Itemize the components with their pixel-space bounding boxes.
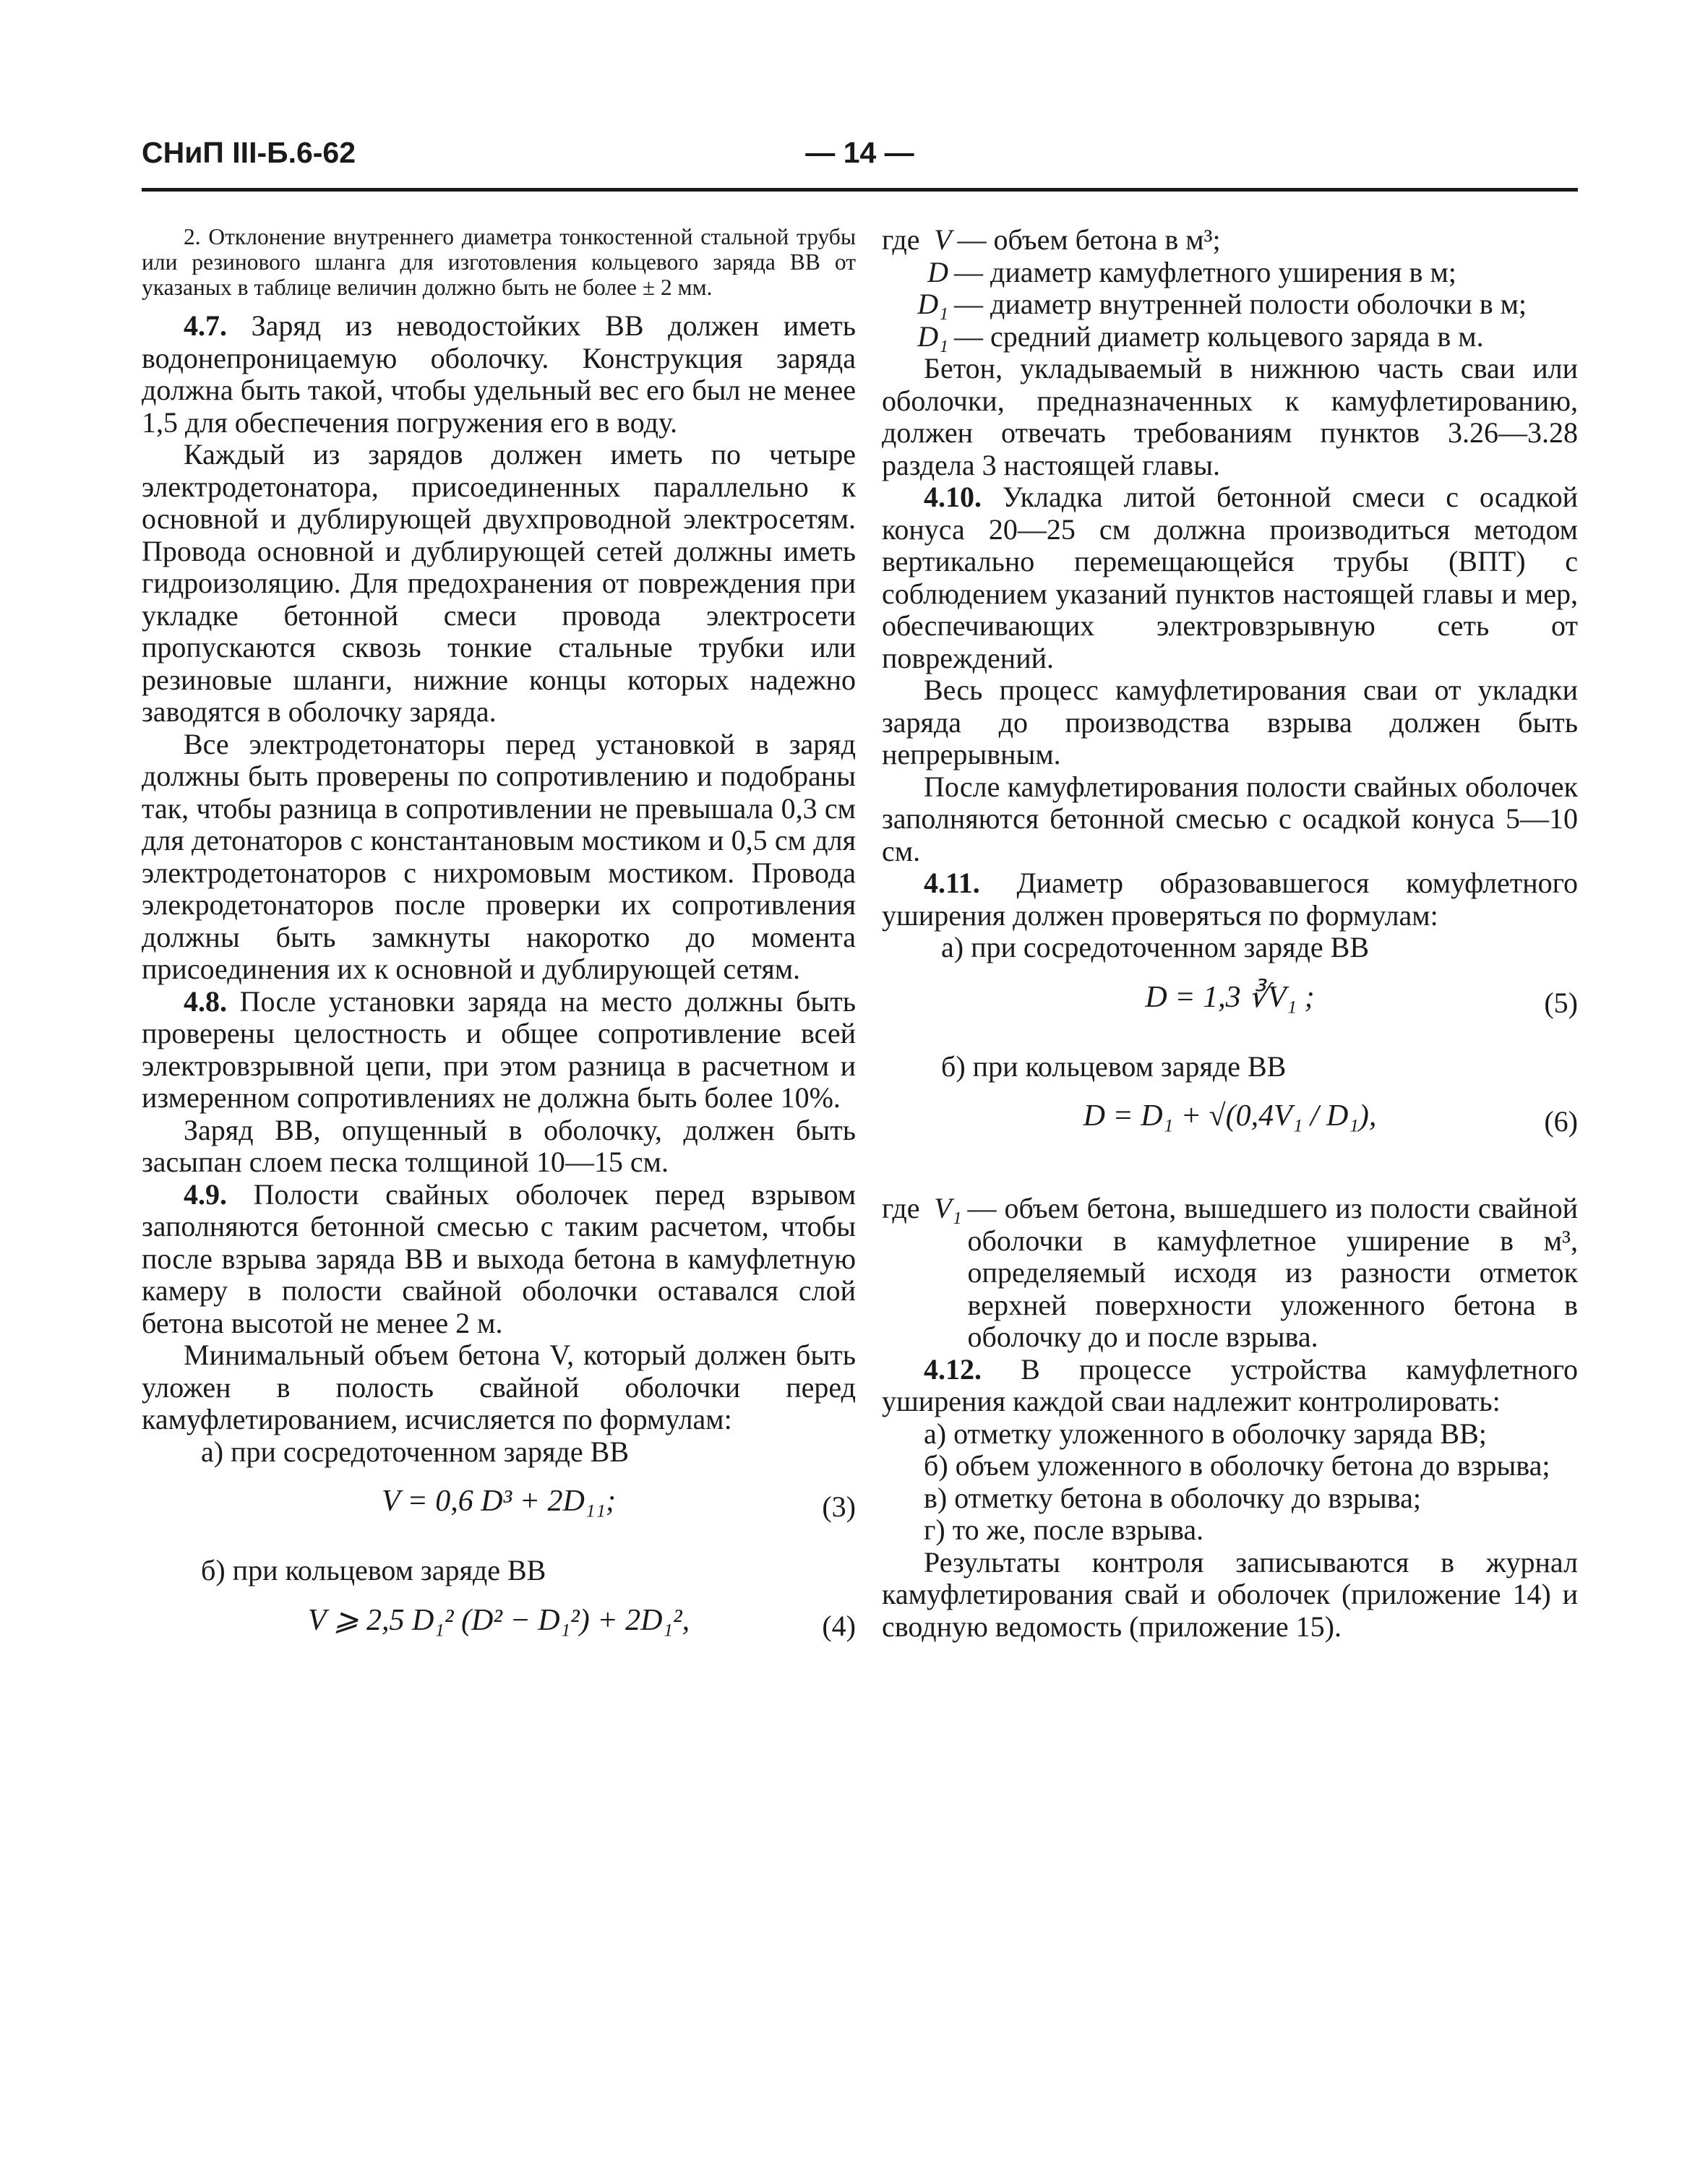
clause-4-8 [142,986,856,1115]
legend-row [882,224,1578,257]
page-header [142,136,1578,192]
paragraph: Бетон, укладываемый в нижнюю часть сваи или оболочки, предназначенных к камуфлетированию, должен отвечать требованиям пунктов 3.26—3.28 раздела 3 настоящей главы. [882,352,1578,481]
paragraph: Весь процесс камуфлетирования сваи от укладки заряда до производства взрыва должен быть непрерывным. [882,674,1578,770]
formula-expression: D = D₁ + √(0,4V₁ / D₁), [1083,1099,1377,1133]
legend-definition: — объем бетона в м³; [957,223,1221,256]
clause-number: 4.11. [924,867,980,899]
document-code: СНиП III-Б.6-62 [142,136,356,169]
formula-expression: V = 0,6 D³ + 2D₁₁; [381,1485,617,1518]
clause-number: 4.12. [924,1352,982,1386]
legend-symbol: D [927,255,948,288]
list-item: б) при кольцевом заряде ВВ [941,1049,1287,1083]
clause-4-10 [882,481,1578,674]
formula-expression: V ⩾ 2,5 D₁² (D² − D₁²) + 2D₁², [307,1603,690,1637]
equation-number: (3) [822,1490,856,1523]
legend-label: где [882,1192,927,1224]
legend-row [882,321,1578,353]
clause-number: 4.8. [184,984,227,1018]
clause-4-12 [882,1354,1578,1418]
list-item: б) при кольцевом заряде ВВ [201,1554,546,1586]
formula-6 [882,1100,1578,1172]
page-number: — 14 — [805,136,914,169]
right-column [882,224,1578,1643]
paragraph: Все электродетонаторы перед установкой в заряд должны быть проверены по сопротивлению и подобраны так, чтобы разница в сопротивлении не превышала 0,3 см для детонаторов с константановым мостиком и 0,5 см для электродетонаторов с нихромовым мостиком. Провода элекродетонаторов после проверки их сопротивления должны быть замкнуты накоротко до момента присоединения их к основной и дублирующей сетям. [142,727,856,985]
clause-text: Заряд из неводостойких ВВ должен иметь водонепроницаемую оболочку. Конструкция заряда должна быть такой, чтобы удельный вес его был не менее 1,5 для обеспечения погружения его в воду. [142,309,857,439]
variable-legend-2 [882,1193,1578,1354]
legend-definition: — диаметр внутренней полости оболочки в м; [954,288,1527,320]
legend-definition: — объем бетона, вышедшего из полости свайной оболочки в камуфлетное уширение в м³, определяемый исходя из разности отметок верхней поверхности уложенного бетона в оболочку до и после взрыва. [967,1192,1578,1353]
list-item: б) объем уложенного в оболочку бетона до взрыва; [924,1449,1550,1482]
list-item: а) при сосредоточенном заряде ВВ [201,1435,630,1468]
formula-5 [882,982,1578,1031]
left-column [142,224,856,1674]
clause-number: 4.10. [924,481,982,513]
equation-number: (6) [1544,1105,1578,1138]
clause-text: Полости свайных оболочек перед взрывом заполняются бетонной смесью с таким расчетом, чтобы после взрыва заряда ВВ и выхода бетона в камуфлетную камеру в полости свайной оболочки оставался слой бетона высотой не менее 2 м. [142,1177,856,1339]
paragraph: Каждый из зарядов должен иметь по четыре электродетонатора, присоединенных параллельно к основной и дублирующей двухпроводной электросетям. Провода основной и дублирующей сетей должны иметь гидроизоляцию. Для предохранения от повреждения при укладке бетонной смеси провода электросети пропускаются сквозь тонкие стальные трубки или резиновые шланги, нижние концы которых надежно заводятся в оболочку заряда. [142,438,856,728]
list-item: а) при сосредоточенном заряде ВВ [941,931,1370,963]
legend-symbol: V [934,223,952,256]
clause-4-7 [142,310,856,439]
equation-number: (4) [822,1609,856,1642]
clause-4-9 [142,1179,856,1340]
clause-text: После установки заряда на место должны быть проверены целостность и общее сопротивление всей электровзрывной цепи, при этом разница в расчетном и измеренном сопротивлениях не должна быть более 10%. [142,984,857,1114]
clause-text: Укладка литой бетонной смеси с осадкой конуса 20—25 см должна производиться методом вертикально перемещающейся трубы (ВПТ) с соблюдением указаний пунктов настоящей главы и мер, обеспечивающих электровзрывную сеть от повреждений. [882,481,1579,674]
formula-3 [142,1485,856,1534]
legend-row [882,257,1578,289]
legend-symbol: D₁ [917,288,948,320]
list-item: в) отметку бетона в оболочку до взрыва; [924,1481,1422,1514]
paragraph: Результаты контроля записываются в журнал камуфлетирования свай и оболочек (приложение 14) и сводную ведомость (приложение 15). [882,1545,1578,1643]
legend-definition: — диаметр камуфлетного уширения в м; [954,255,1456,288]
legend-symbol: V₁ [934,1192,962,1224]
legend-symbol: D₁ [917,319,948,353]
clause-number: 4.9. [184,1177,227,1211]
list-item: г) то же, после взрыва. [924,1513,1204,1546]
variable-legend [882,224,1578,353]
formula-expression: D = 1,3 ∛V₁ ; [1145,980,1315,1014]
paragraph: Заряд ВВ, опущенный в оболочку, должен быть засыпан слоем песка толщиной 10—15 см. [142,1113,856,1178]
legend-definition: — средний диаметр кольцевого заряда в м. [954,319,1484,353]
legend-row [882,288,1578,321]
formula-4 [142,1605,856,1654]
paragraph: После камуфлетирования полости свайных оболочек заполняются бетонной смесью с осадкой конуса 5—10 см. [882,770,1578,867]
equation-number: (5) [1544,986,1578,1019]
clause-number: 4.7. [184,309,227,342]
table-footnote: 2. Отклонение внутреннего диаметра тонкостенной стальной трубы или резинового шланга для изготовления кольцевого заряда ВВ от указаных в таблице величин должно быть не более ± 2 мм. [142,224,856,300]
clause-text: Диаметр образовавшегося комуфлетного уширения должен проверяться по формулам: [882,867,1579,932]
clause-text: В процессе устройства камуфлетного уширения каждой сваи надлежит контролировать: [882,1352,1578,1417]
list-item: а) отметку уложенного в оболочку заряда ВВ; [924,1417,1487,1450]
clause-4-11 [882,867,1578,932]
legend-label: где [882,223,927,256]
paragraph: Минимальный объем бетона V, который должен быть уложен в полость свайной оболочки перед камуфлетированием, исчисляется по формулам: [142,1339,856,1435]
